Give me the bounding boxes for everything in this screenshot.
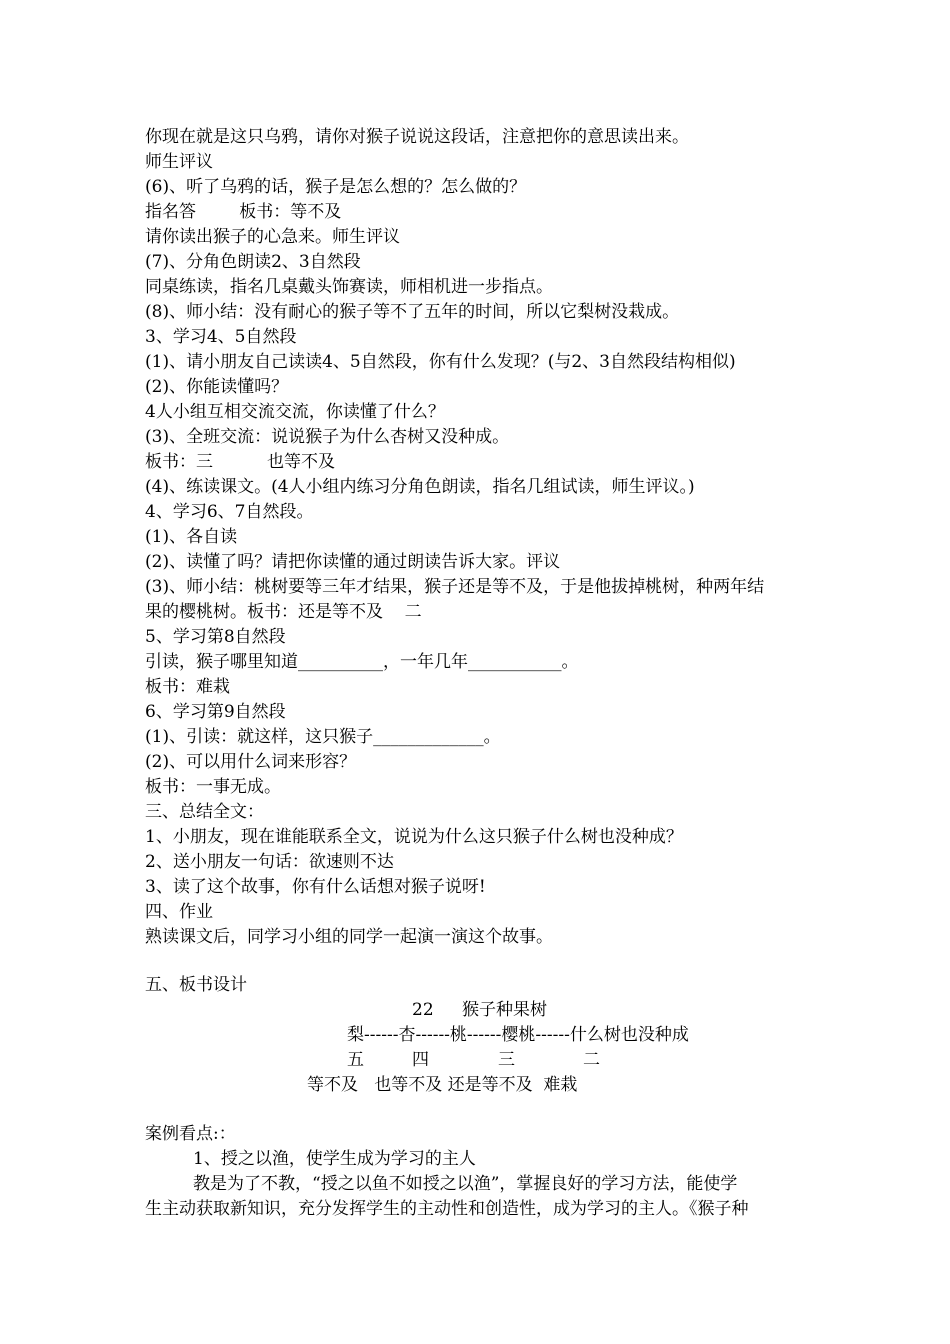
text-line: (6)、听了乌鸦的话，猴子是怎么想的？怎么做的？: [145, 177, 527, 197]
board-phrases-row: 等不及 也等不及 还是等不及 难栽: [307, 1075, 578, 1095]
text-line: 同桌练读，指名几桌戴头饰赛读，师相机进一步指点。: [145, 277, 553, 297]
text-line: (1)、各自读: [145, 527, 238, 547]
text-line: 果的樱桃树。板书：还是等不及 二: [145, 602, 422, 622]
case-heading: 案例看点:：: [145, 1124, 236, 1144]
section-heading: 五、板书设计: [145, 975, 247, 995]
text-line: 6、学习第9自然段: [145, 702, 286, 722]
text-line: 引读，猴子哪里知道__________，一年几年___________。: [145, 652, 579, 672]
board-title: 猴子种果树: [462, 1000, 547, 1020]
text-line: 师生评议: [145, 152, 213, 172]
board-year: 二: [583, 1050, 600, 1070]
text-line: 板书：三 也等不及: [145, 452, 336, 472]
board-year: 五: [347, 1050, 364, 1070]
section-heading: 四、作业: [145, 902, 213, 922]
text-line: 板书：难栽: [145, 677, 230, 697]
case-paragraph: 生主动获取新知识，充分发挥学生的主动性和创造性，成为学习的主人。《猴子种: [145, 1199, 749, 1219]
text-line: 2、送小朋友一句话：欲速则不达: [145, 852, 394, 872]
text-line: 请你读出猴子的心急来。师生评议: [145, 227, 400, 247]
text-line: 3、读了这个故事，你有什么话想对猴子说呀!: [145, 877, 486, 897]
board-year: 三: [498, 1050, 515, 1070]
text-line: 熟读课文后，同学习小组的同学一起演一演这个故事。: [145, 927, 553, 947]
text-line: (7)、分角色朗读2、3自然段: [145, 252, 361, 272]
case-point: 1、授之以渔，使学生成为学习的主人: [193, 1149, 476, 1169]
text-line: (2)、你能读懂吗？: [145, 377, 289, 397]
text-line: (2)、可以用什么词来形容？: [145, 752, 357, 772]
text-line: (1)、引读：就这样，这只猴子_____________。: [145, 727, 501, 747]
text-line: (1)、请小朋友自己读读4、5自然段，你有什么发现？(与2、3自然段结构相似): [145, 352, 736, 372]
text-line: 指名答 板书：等不及: [145, 202, 342, 222]
text-line: 5、学习第8自然段: [145, 627, 286, 647]
text-line: (2)、读懂了吗？请把你读懂的通过朗读告诉大家。评议: [145, 552, 561, 572]
text-line: 你现在就是这只乌鸦，请你对猴子说说这段话，注意把你的意思读出来。: [145, 127, 689, 147]
text-line: (3)、师小结：桃树要等三年才结果，猴子还是等不及，于是他拔掉桃树，种两年结: [145, 577, 765, 597]
text-line: 4、学习6、7自然段。: [145, 502, 314, 522]
text-line: (8)、师小结：没有耐心的猴子等不了五年的时间，所以它梨树没栽成。: [145, 302, 680, 322]
case-paragraph: 教是为了不教，“授之以鱼不如授之以渔”，掌握良好的学习方法，能使学: [193, 1174, 738, 1194]
text-line: 板书：一事无成。: [145, 777, 281, 797]
text-line: (4)、练读课文。(4人小组内练习分角色朗读，指名几组试读，师生评议。): [145, 477, 695, 497]
text-line: 3、学习4、5自然段: [145, 327, 297, 347]
board-lesson-number: 22: [412, 1000, 434, 1020]
board-year: 四: [412, 1050, 429, 1070]
section-heading: 三、总结全文：: [145, 802, 264, 822]
text-line: 4人小组互相交流交流，你读懂了什么？: [145, 402, 445, 422]
text-line: 1、小朋友，现在谁能联系全文，说说为什么这只猴子什么树也没种成？: [145, 827, 683, 847]
text-line: (3)、全班交流：说说猴子为什么杏树又没种成。: [145, 427, 510, 447]
board-trees-row: 梨------杏------桃------樱桃------什么树也没种成: [347, 1025, 689, 1045]
